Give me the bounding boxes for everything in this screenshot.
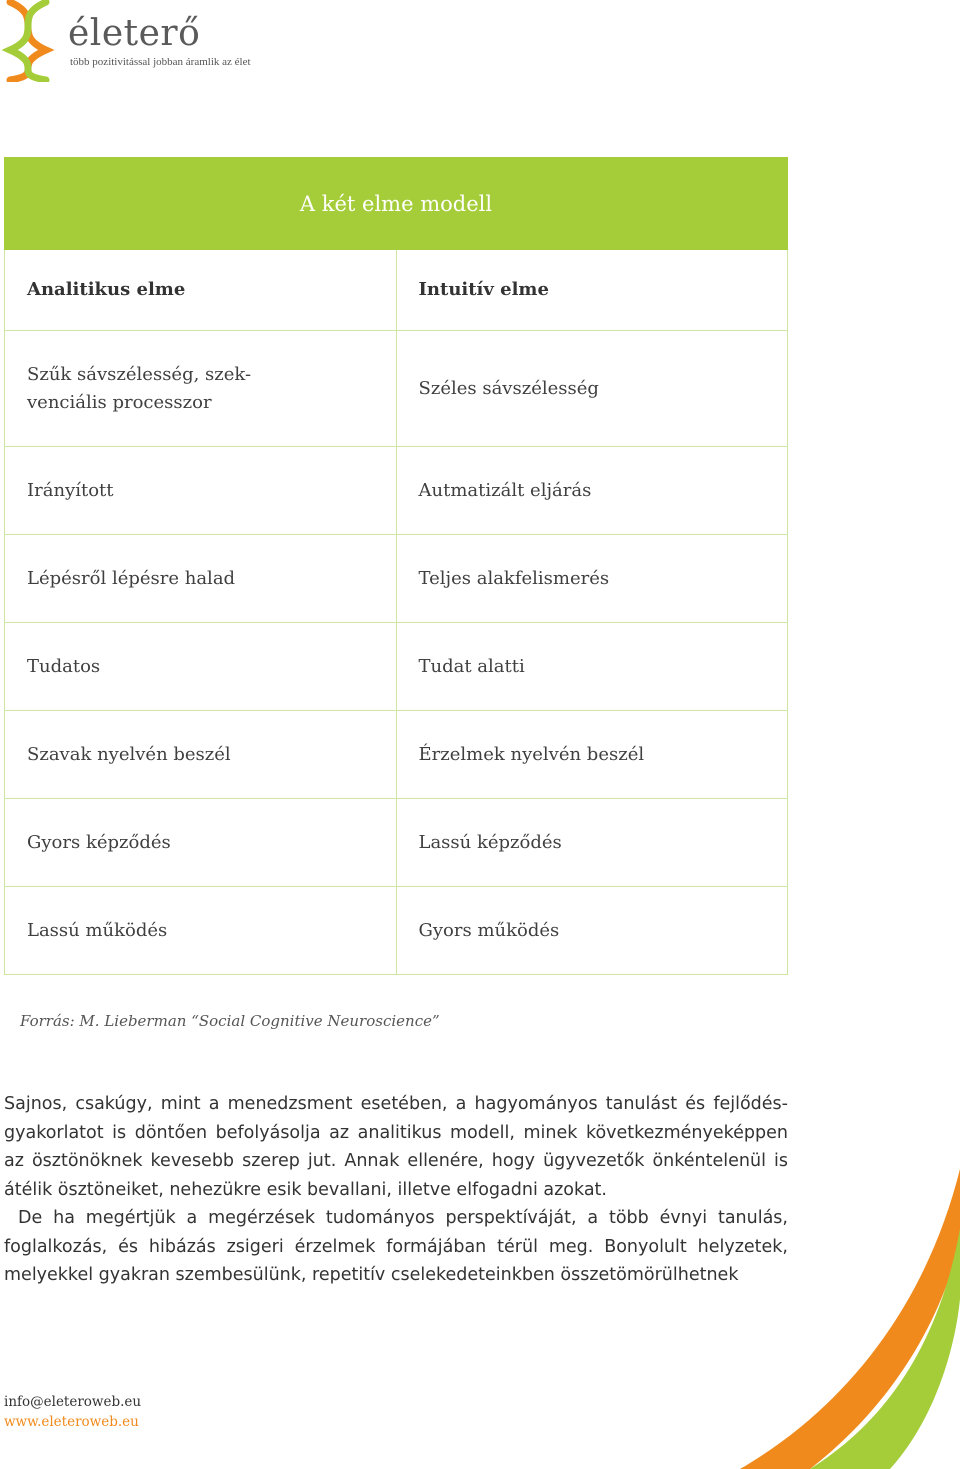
body-paragraph: De ha megértjük a megérzések tudományos perspektíváját, a több évnyi tanulás, foglalkozás, és hibázás zsigeri érzelmek formájában térül meg. Bonyolult helyzetek, melyekkel gyakran szembesülünk, repetitív cselekedeteinkben összetömörülhetnek (4, 1208, 788, 1285)
analytic-cell: Irányított (5, 447, 397, 535)
analytic-cell: Lassú működés (5, 887, 397, 975)
analytic-cell: Lépésről lépésre halad (5, 535, 397, 623)
contact-website-link[interactable]: www.eleteroweb.eu (4, 1414, 139, 1430)
table-row (5, 887, 788, 975)
analytic-cell: Szavak nyelvén beszél (5, 711, 397, 799)
column-header-analytic: Analitikus elme (5, 250, 397, 331)
brand-tagline: több pozitivitással jobban áramlik az élet (70, 56, 251, 68)
contact-info (4, 1392, 141, 1432)
intuitive-cell: Lassú képződés (396, 799, 788, 887)
intuitive-cell: Autmatizált eljárás (396, 447, 788, 535)
two-mind-model-table (4, 157, 788, 975)
table-row (5, 623, 788, 711)
dna-helix-icon (2, 0, 54, 82)
article-body (4, 1090, 788, 1290)
intuitive-cell: Gyors működés (396, 887, 788, 975)
intuitive-cell: Tudat alatti (396, 623, 788, 711)
intuitive-cell: Széles sávszélesség (396, 331, 788, 447)
source-citation: Forrás: M. Lieberman “Social Cognitive Neuroscience” (20, 1012, 440, 1030)
contact-email-link[interactable]: info@eleteroweb.eu (4, 1394, 142, 1410)
table-title: A két elme modell (5, 158, 788, 250)
table-row (5, 331, 788, 447)
brand-logo (0, 0, 300, 90)
intuitive-cell: Érzelmek nyelvén beszél (396, 711, 788, 799)
analytic-cell: Tudatos (5, 623, 397, 711)
analytic-cell: Gyors képződés (5, 799, 397, 887)
column-header-intuitive: Intuitív elme (396, 250, 788, 331)
table-title-row (5, 158, 788, 250)
intuitive-cell: Teljes alakfelismerés (396, 535, 788, 623)
table-row (5, 447, 788, 535)
table-row (5, 535, 788, 623)
analytic-cell: Szűk sávszélesség, szek- venciális processzor (5, 331, 397, 447)
table-header-row (5, 250, 788, 331)
body-paragraph: Sajnos, csakúgy, mint a menedzsment esetében, a hagyományos tanulást és fejlődésgyakorlatot is döntően befolyásolja az analitikus modell, minek következményeképpen az ösztönöknek kevesebb szerep jut. Annak ellenére, hogy ügyvezetők önkéntelenül is átélik ösztöneiket, nehezükre esik bevallani, illetve elfogadni azokat. (4, 1094, 788, 1200)
table-row (5, 711, 788, 799)
decorative-swoosh (700, 1169, 960, 1469)
brand-name: életerő (68, 13, 201, 54)
table-row (5, 799, 788, 887)
